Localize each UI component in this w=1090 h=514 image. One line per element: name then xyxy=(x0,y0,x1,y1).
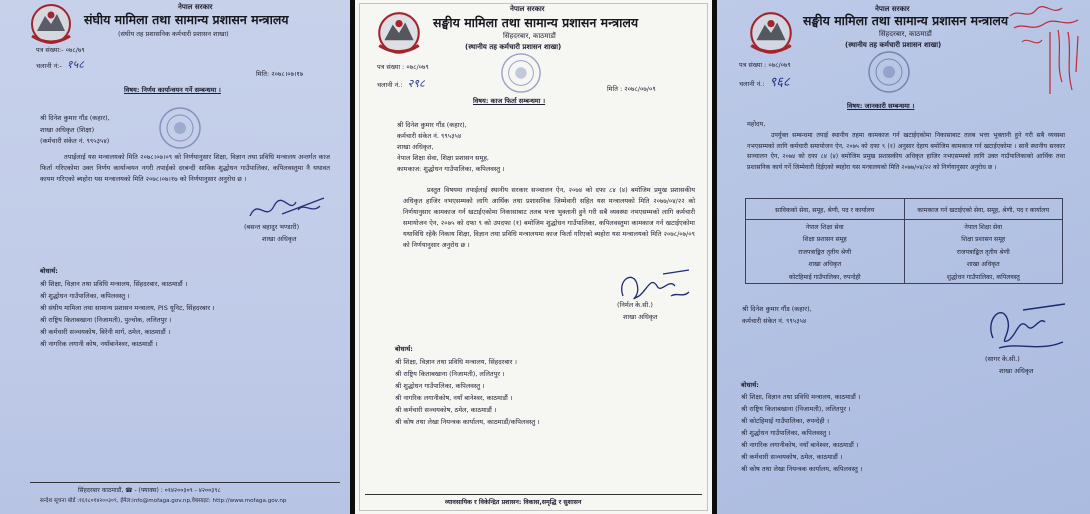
government-label: नेपाल सरकार xyxy=(510,5,545,13)
dispatch-number xyxy=(739,75,790,91)
footer-contact-line: सिंहदरबार काठमाडौं, ☎ - (फ्याक्स) : ०१४२००३०९ - ४२००३९८ xyxy=(78,487,221,494)
table-cell: शिक्षा प्रशासन समूह xyxy=(746,233,905,246)
city-line: सिंहदरबार, काठमाडौं xyxy=(503,32,556,40)
cc-item: श्री शुद्धोधन गाउँपालिका, कपिलवस्तु । xyxy=(395,382,485,390)
nepal-government-emblem xyxy=(745,10,797,58)
recipient-line: शाखा अधिकृत (शिक्षा) xyxy=(40,126,95,134)
nepal-government-emblem xyxy=(26,2,76,48)
handwritten-signature xyxy=(246,192,328,224)
reference-number xyxy=(377,64,429,72)
government-label: नेपाल सरकार xyxy=(875,5,910,13)
signatory-name: (निर्मल के.सी.) xyxy=(617,301,653,309)
section-name: (स्थानीय तह कर्मचारी प्रशासन शाखा) xyxy=(845,41,942,49)
recipient-line: नेपाल शिक्षा सेवा, शिक्षा प्रशासन समूह, xyxy=(397,154,489,162)
ministry-heading: संघीय मामिला तथा सामान्य प्रशासन मन्त्रालय xyxy=(84,12,289,27)
letter-body: प्रस्तुत विषयमा तपाईलाई स्थानीय सरकार सञ्चालन ऐन, २०७४ को दफा ८४ (४) बमोजिम प्रमुख प्रशासकीय अधिकृत हाजिर नभएसम्मको लागि आर्थिक तथा प्रशासनिक जिम्मेवारी सहित यस मन्त्रालयको मिति २०७७/०४/२२ को निर्णयानुसार कामकाज गर्न खटाईएकोमा निकासाबाट तलब भत्ता भुक्तानी हुने गरी सबै व्यवस्था नभएसम्मको लागि कर्मचारी समायोजन ऐन, २०७५ को दफा ९ को उपदफा (१) बमोजिम शुद्धोधन गाउँपालिका, कपिलवस्तुमा कामकाज गर्न खटाईएकोमा यथाविधि रहेकै निकाय शिक्षा, विज्ञान तथा प्रविधि मन्त्रालयमा काज फिर्ता गरिएको ब्यहोरा यस मन्त्रालयको मिति २०७८/०७/०९ को निर्णयानुसार अनुरोध छ । xyxy=(403,186,695,249)
cc-item: श्री शुद्धोधन गाउँपालिका, कपिलवस्तु । xyxy=(741,429,831,437)
cc-item: श्री राष्ट्रिय किताबखाना (निजामती), ललितपुर । xyxy=(395,370,505,378)
letter-date: मिति: २०७८।०७।१७ xyxy=(256,70,304,78)
table-cell: राजपत्राङ्कित तृतीय श्रेणी xyxy=(746,245,905,258)
recipient-line: कामकाज: शुद्धोधन गाउँपालिका, कपिलवस्तु । xyxy=(397,165,505,173)
cc-item: श्री राष्ट्रिय किताबखाना (निजामती), पुल्चोक, ललितपुर । xyxy=(40,316,172,324)
reference-value: ०७८/०७९ xyxy=(768,61,791,69)
table-cell: नेपाल शिक्षा सेवा xyxy=(904,220,1063,233)
cc-item: श्री शिक्षा, विज्ञान तथा प्रविधि मन्त्रालय, सिंहदरबार । xyxy=(395,358,517,366)
reference-label: पत्र संख्या : xyxy=(739,61,767,69)
cc-item: श्री नागरिक लगानीकोष, नयाँ बानेश्वर, काठमाडौं । xyxy=(741,441,859,449)
footer-rule xyxy=(30,482,340,483)
city-line: सिंहदरबार, काठमाडौं xyxy=(879,30,932,38)
dispatch-handwritten-value: २९८ xyxy=(407,77,425,90)
recipient-line: श्री दिनेश कुमार गौंड (कहार), xyxy=(40,114,110,122)
footer-rule xyxy=(365,494,702,495)
footer-motto: व्यावसायिक र विकेन्द्रित प्रशासन: विकास,समृद्धि र सुशासन xyxy=(445,499,582,506)
cc-item: श्री नागरिक लगानीकोष, नयाँ बानेश्वर, काठमाडौं । xyxy=(395,394,513,402)
section-name: (संघीय तह प्रशासनिक कर्मचारी प्रशासन शाखा) xyxy=(118,30,229,38)
dispatch-number xyxy=(36,58,84,71)
dispatch-label: चलानी नं.: xyxy=(377,81,403,89)
signatory-title: शाखा अधिकृत xyxy=(623,313,658,321)
cc-item: श्री कर्मचारी सञ्चयकोष, ठमेल, काठमाडौं । xyxy=(395,406,497,414)
letter-date: मिति : २०७८/०७/०९ xyxy=(607,85,656,93)
nepal-government-emblem xyxy=(373,10,425,58)
dispatch-handwritten-value: ९६८ xyxy=(769,75,790,90)
section-name: (स्थानीय तह कर्मचारी प्रशासन शाखा) xyxy=(465,43,562,51)
dispatch-label: चलानी नं:- xyxy=(36,62,62,70)
cc-item: श्री संघीय मामिला तथा सामान्य प्रशासन मन्त्रालय, PIS यूनिट, सिंहदरबार । xyxy=(40,304,215,312)
dispatch-label: चलानी नं.: xyxy=(739,80,765,88)
cc-label: बोधार्थ: xyxy=(40,267,58,275)
reference-number xyxy=(36,47,85,55)
recipient-line: श्री दिनेश कुमार गौंड (कहार), xyxy=(742,305,812,313)
cc-item: श्री नागरिक लगानी कोष, नयाँबानेश्वर, काठमाडौं । xyxy=(40,340,158,348)
reference-number xyxy=(739,62,791,70)
handwritten-signature xyxy=(613,266,695,306)
table-cell: नेपाल शिक्षा सेवा xyxy=(746,220,905,233)
salutation: महोदय, xyxy=(747,120,766,128)
assignment-table xyxy=(745,198,1063,284)
dispatch-number xyxy=(377,77,425,90)
reference-value: ०७८/७९ xyxy=(65,46,85,54)
ministry-heading: सङ्घीय मामिला तथा सामान्य प्रशासन मन्त्रालय xyxy=(803,13,1009,28)
handwritten-signature xyxy=(979,298,1071,354)
table-header-previous: साविकको सेवा, समूह, श्रेणी, पद र कार्यालय xyxy=(746,199,905,220)
office-round-stamp xyxy=(500,52,542,94)
table-cell: शाखा अधिकृत xyxy=(904,258,1063,271)
signatory-title: शाखा अधिकृत xyxy=(262,235,297,243)
reference-label: पत्र संख्या : xyxy=(377,63,405,71)
table-row xyxy=(746,220,1063,233)
signatory-title: शाखा अधिकृत xyxy=(999,367,1034,375)
table-cell: राजपत्राङ्कित तृतीय श्रेणी xyxy=(904,245,1063,258)
recipient-line: शाखा अधिकृत, xyxy=(397,143,434,151)
table-cell: कोटहिमाई गाउँपालिका, रुपन्देही xyxy=(746,270,905,283)
red-handwritten-note xyxy=(1002,2,1088,102)
table-cell: शुद्धोधन गाउँपालिका, कपिलवस्तु xyxy=(904,270,1063,283)
table-cell: शाखा अधिकृत xyxy=(746,258,905,271)
cc-item: श्री कोटहिमाई गाउँपालिका, रुपन्देही । xyxy=(741,417,830,425)
letter-body: तपाईलाई यस मन्त्रालयको मिति २०७८।०७।०९ को निर्णयानुसार शिक्षा, विज्ञान तथा प्रविधि मन्त्रालय अन्तर्गत काज फिर्ता गरिएकोमा उक्त निर्णय कार्यान्वयन नगरी तपाईको दरबन्दी साविक शुद्धोधन गाउँपालिका, कपिलवस्तुमा नै यथावत कायम गरिएको ब्यहोरा यस मन्त्रालयको मिति २०७८।०७।१७ को निर्णयानुसार अनुरोध छ । xyxy=(40,153,330,183)
letter-body: उपर्युक्त सम्बन्धमा तपाई स्थानीय तहमा कामकाज गर्न खटाईएकोमा निकासाबाट तलब भत्ता भुक्तानी हुने गरी सबै व्यवस्था नभएसम्मको लागि कर्मचारी समायोजन ऐन, २०७५ को दफा ९ (१) अनुसार देहाय बमोजिम कामकाज गर्न खटाईएकोमा । साथै स्थानीय सरकार सञ्चालन ऐन, २०७४ को दफा ८४ (४) बमोजिम प्रमुख प्रशासकीय अधिकृत हाजिर नभएसम्मको लागि उक्त गाउँपालिकाको आर्थिक तथा प्रशासनिक कार्य गर्ने जिम्मेवारी दिईएको ब्यहोरा यस मन्त्रालयको मिति २०७७/०४/२२ को निर्णयानुसार अनुरोध छ । xyxy=(747,132,1065,171)
middle-letter-scan xyxy=(355,0,712,514)
subject-line: विषय: काज फिर्ता सम्बन्धमा । xyxy=(473,97,546,105)
table-header-row xyxy=(746,199,1063,220)
signatory-name: (सागर के.सी.) xyxy=(985,355,1020,363)
reference-label: पत्र संख्या:- xyxy=(36,46,64,54)
cc-label: बोधार्थ: xyxy=(395,345,413,353)
cc-label: बोधार्थ: xyxy=(741,381,759,389)
recipient-line: कर्मचारी संकेत नं. ९९५३५४ xyxy=(397,132,462,140)
right-letter-scan xyxy=(717,0,1090,514)
subject-line: विषय: निर्णय कार्यान्वयन गर्ने सम्बन्धमा । xyxy=(124,86,221,94)
cc-item: श्री शिक्षा, विज्ञान तथा प्रविधि मन्त्रालय, सिंहदरबार, काठमाडौं । xyxy=(40,280,188,288)
signatory-name: (बसन्त बहादुर भण्डारी) xyxy=(244,223,300,231)
ministry-heading: सङ्घीय मामिला तथा सामान्य प्रशासन मन्त्रालय xyxy=(433,15,639,30)
office-round-stamp xyxy=(158,106,202,150)
office-round-stamp xyxy=(867,50,911,94)
table-cell: शिक्षा प्रशासन समूह xyxy=(904,233,1063,246)
cc-item: श्री कोष तथा लेखा नियन्त्रक कार्यालय, काठमाडौं/कपिलवस्तु । xyxy=(395,418,540,426)
table-header-assigned: कामकाज गर्न खटाईएको सेवा, समूह, श्रेणी, पद र कार्यालय xyxy=(904,199,1063,220)
table-row xyxy=(746,270,1063,283)
cc-item: श्री कर्मचारी सञ्चयकोष, ठमेल, काठमाडौं । xyxy=(741,453,843,461)
cc-item: श्री शिक्षा, विज्ञान तथा प्रविधि मन्त्रालय, काठमाडौं । xyxy=(741,393,861,401)
footer-web-line: सन्देश सूचना बोर्ड :१६१८०१४२००३०९, ईमेल:info@mofaga.gov.np,वेबसाइट: http://www.mofaga.gov.np xyxy=(40,498,287,504)
cc-item: श्री कर्मचारी सञ्चयकोष, बिरेनी मार्ग, ठमेल, काठमाडौं । xyxy=(40,328,171,336)
recipient-line: कर्मचारी संकेत नं. ९९५३५४ xyxy=(742,317,807,325)
cc-item: श्री शुद्धोधन गाउँपालिका, कपिलवस्तु । xyxy=(40,292,130,300)
government-label: नेपाल सरकार xyxy=(178,3,213,11)
left-letter-scan xyxy=(0,0,350,514)
cc-item: श्री राष्ट्रिय किताबखाना (निजामती), ललितपुर । xyxy=(741,405,851,413)
table-row xyxy=(746,245,1063,258)
table-row xyxy=(746,258,1063,271)
recipient-line: (कर्मचारी संकेत नं. ९९५३५४) xyxy=(40,137,110,145)
recipient-line: श्री दिनेश कुमार गौंड (कहार), xyxy=(397,121,467,129)
subject-line: विषय: जानकारी सम्बन्धमा । xyxy=(847,102,915,110)
reference-value: ०७८/०७९ xyxy=(406,63,429,71)
cc-item: श्री कोष तथा लेखा नियन्त्रक कार्यालय, कपिलवस्तु । xyxy=(741,465,863,473)
table-row xyxy=(746,233,1063,246)
dispatch-handwritten-value: १५८ xyxy=(66,58,84,71)
